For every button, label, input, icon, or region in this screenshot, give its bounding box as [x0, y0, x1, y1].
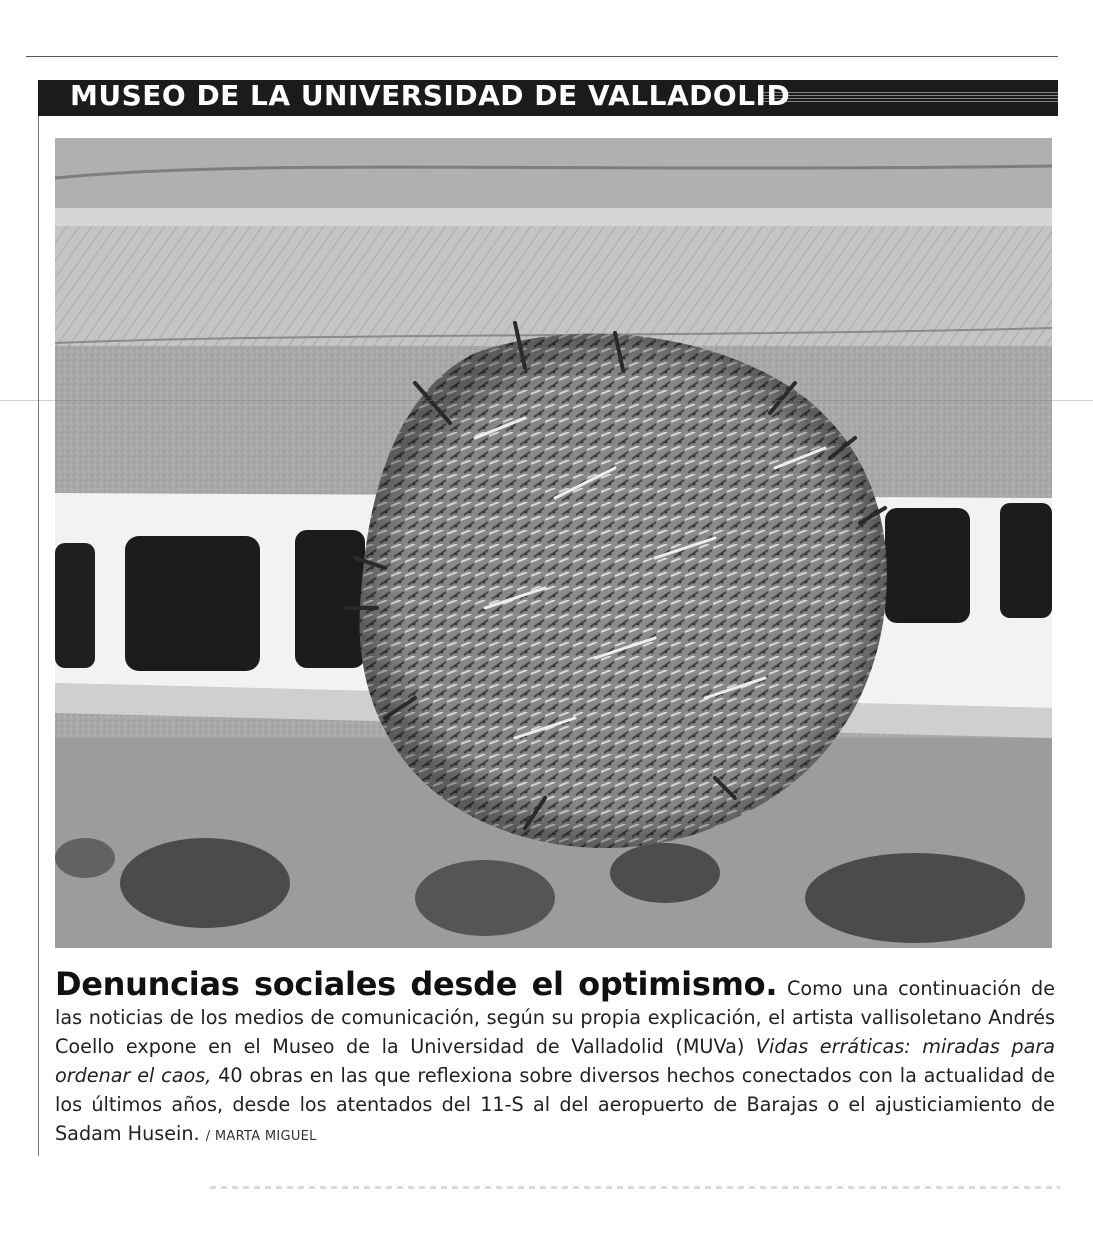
header-stripes	[760, 92, 1058, 102]
scan-noise	[210, 1186, 1060, 1189]
column-rule	[38, 116, 39, 1156]
top-rule	[26, 56, 1058, 57]
article-headline: Denuncias sociales desde el optimismo.	[55, 965, 778, 1003]
exhibition-title: Vidas erráticas: miradas para ordenar el caos,	[55, 1035, 1056, 1087]
section-header-tab	[26, 80, 40, 116]
article-text-2: 40 obras en las que reflexiona sobre diversos hechos conectados con la actualidad de los últimos años, desde los atentados del 11-S al del aeropuerto de Barajas o el ajusticiamiento de Sadam Husein.	[55, 1064, 1055, 1145]
section-title: MUSEO DE LA UNIVERSIDAD DE VALLADOLID	[70, 79, 791, 112]
article-body	[55, 965, 1056, 1151]
scan-artifact-line	[0, 400, 1093, 401]
article-text-1: Como una continuación de las noticias de los medios de comunicación, según su propia explicación, el artista vallisoletano Andrés Coello expone en el Museo de la Universidad de Valladolid (MUVa)	[55, 977, 1056, 1058]
photo-credit: / MARTA MIGUEL	[205, 1129, 317, 1144]
artwork-photo	[55, 138, 1052, 948]
